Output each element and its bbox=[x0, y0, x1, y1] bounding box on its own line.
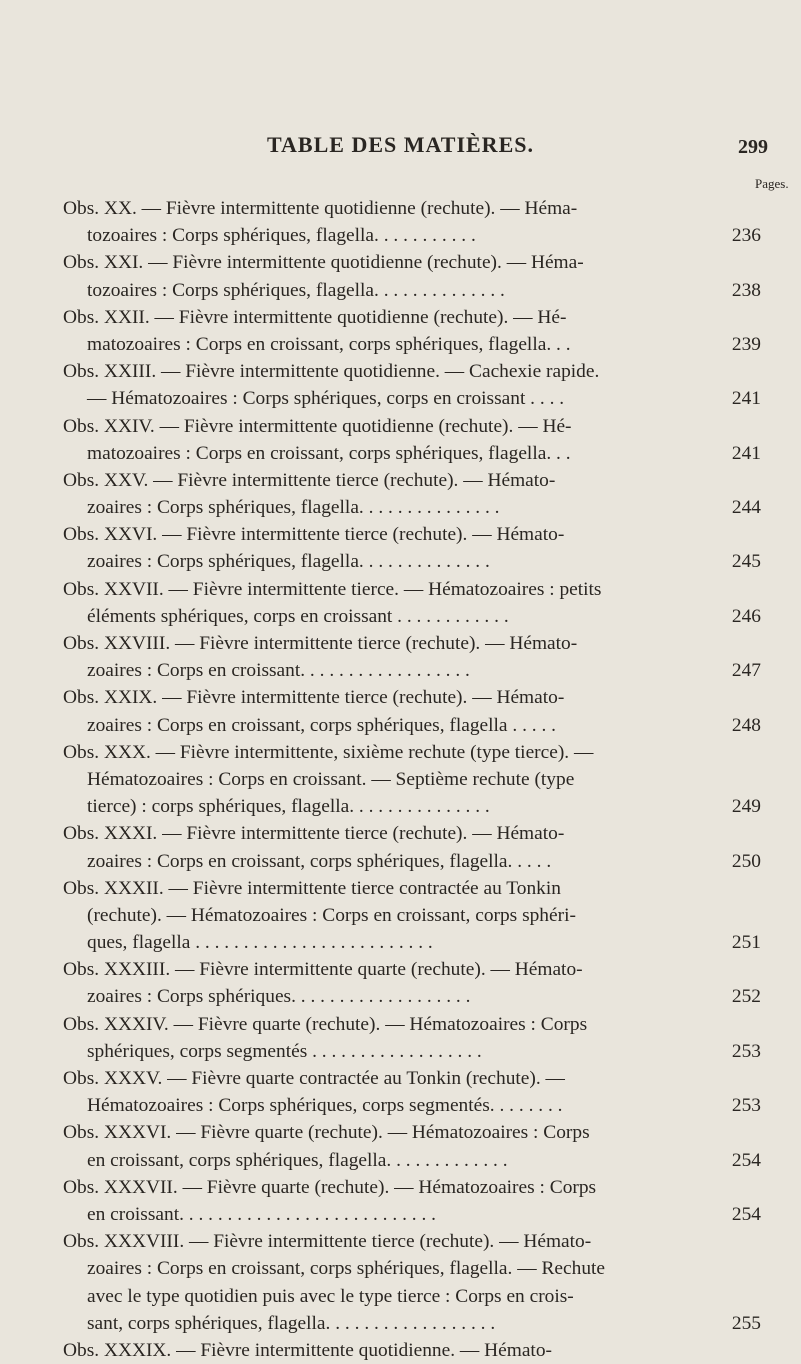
toc-entry-page: 248 bbox=[726, 712, 761, 739]
toc-entry-line: matozoaires : Corps en croissant, corps sphériques, flagella. . . 239 bbox=[63, 331, 761, 358]
toc-entry bbox=[63, 521, 761, 575]
toc-entry bbox=[63, 630, 761, 684]
toc-entry-line: Obs. XXXI. — Fièvre intermittente tierce (rechute). — Hémato- bbox=[63, 823, 565, 845]
toc-entry-line: tierce) : corps sphériques, flagella. . . . . . . . . . . . . . . 249 bbox=[63, 793, 761, 820]
toc-entry-line: Obs. XXIX. — Fièvre intermittente tierce (rechute). — Hémato- bbox=[63, 687, 565, 709]
toc-entry-page: 236 bbox=[726, 222, 761, 249]
toc-entry-line: Obs. XXXVII. — Fièvre quarte (rechute). — Hématozoaires : Corps bbox=[63, 1176, 597, 1198]
toc-entry-page: 241 bbox=[726, 385, 761, 412]
table-of-contents bbox=[63, 195, 761, 1364]
toc-entry-line: Obs. XXVII. — Fièvre intermittente tierce. — Hématozoaires : petits bbox=[63, 578, 602, 600]
toc-entry-line: tozoaires : Corps sphériques, flagella. . . . . . . . . . . 236 bbox=[63, 222, 761, 249]
toc-entry bbox=[63, 195, 761, 249]
toc-entry bbox=[63, 1119, 761, 1173]
toc-entry-line: Obs. XXXVIII. — Fièvre intermittente tierce (rechute). — Hémato- bbox=[63, 1231, 592, 1253]
toc-entry-page: 241 bbox=[726, 440, 761, 467]
toc-entry bbox=[63, 576, 761, 630]
toc-entry-line: Obs. XXV. — Fièvre intermittente tierce (rechute). — Hémato- bbox=[63, 469, 556, 491]
toc-entry-line: Obs. XXXVI. — Fièvre quarte (rechute). — Hématozoaires : Corps bbox=[63, 1122, 590, 1144]
toc-entry-line: (rechute). — Hématozoaires : Corps en croissant, corps sphéri- bbox=[87, 904, 576, 926]
running-header-title: TABLE DES MATIÈRES. bbox=[267, 132, 534, 157]
toc-entry-page: 239 bbox=[726, 331, 761, 358]
toc-entry bbox=[63, 684, 761, 738]
toc-entry-page: 254 bbox=[726, 1147, 761, 1174]
toc-entry bbox=[63, 413, 761, 467]
toc-entry-line: Obs. XXX. — Fièvre intermittente, sixième rechute (type tierce). — bbox=[63, 741, 594, 763]
toc-entry-line: Obs. XXXIII. — Fièvre intermittente quarte (rechute). — Hémato- bbox=[63, 959, 583, 981]
toc-entry-line: Hématozoaires : Corps en croissant. — Septième rechute (type bbox=[87, 768, 575, 790]
toc-entry bbox=[63, 1065, 761, 1119]
toc-entry-line: Obs. XXIII. — Fièvre intermittente quotidienne. — Cachexie rapide. bbox=[63, 361, 600, 383]
toc-entry bbox=[63, 467, 761, 521]
toc-entry bbox=[63, 1174, 761, 1228]
toc-entry-line: éléments sphériques, corps en croissant . . . . . . . . . . . . 246 bbox=[63, 603, 761, 630]
toc-entry-line: sant, corps sphériques, flagella. . . . . . . . . . . . . . . . . . 255 bbox=[63, 1310, 761, 1337]
toc-entry-line: en croissant. . . . . . . . . . . . . . . . . . . . . . . . . . . 254 bbox=[63, 1201, 761, 1228]
toc-entry-page: 249 bbox=[726, 793, 761, 820]
toc-entry bbox=[63, 1228, 761, 1337]
toc-entry-line: Obs. XXXIX. — Fièvre intermittente quotidienne. — Hémato- bbox=[63, 1339, 552, 1361]
toc-entry bbox=[63, 358, 761, 412]
toc-entry bbox=[63, 956, 761, 1010]
toc-entry-page: 253 bbox=[726, 1092, 761, 1119]
toc-entry-page: 244 bbox=[726, 494, 761, 521]
toc-entry bbox=[63, 249, 761, 303]
toc-entry-line: matozoaires : Corps en croissant, corps sphériques, flagella. . . 241 bbox=[63, 440, 761, 467]
toc-entry-line: — Hématozoaires : Corps sphériques, corps en croissant . . . . 241 bbox=[63, 385, 761, 412]
toc-entry-line: Obs. XXI. — Fièvre intermittente quotidienne (rechute). — Héma- bbox=[63, 252, 584, 274]
toc-entry-line: zoaires : Corps sphériques. . . . . . . . . . . . . . . . . . . 252 bbox=[63, 983, 761, 1010]
toc-entry-page: 255 bbox=[726, 1310, 761, 1337]
toc-entry-page: 247 bbox=[726, 657, 761, 684]
toc-entry-line: ques, flagella . . . . . . . . . . . . . . . . . . . . . . . . . 251 bbox=[63, 929, 761, 956]
toc-entry-page: 238 bbox=[726, 277, 761, 304]
toc-entry bbox=[63, 1337, 761, 1364]
toc-entry-page: 250 bbox=[726, 848, 761, 875]
toc-entry-page: 245 bbox=[726, 548, 761, 575]
toc-entry-line: Hématozoaires : Corps sphériques, corps segmentés. . . . . . . . 253 bbox=[63, 1092, 761, 1119]
toc-entry-line: zoaires : Corps sphériques, flagella. . . . . . . . . . . . . . . 244 bbox=[63, 494, 761, 521]
toc-entry-line: zoaires : Corps sphériques, flagella. . . . . . . . . . . . . . 245 bbox=[63, 548, 761, 575]
toc-entry-line: zoaires : Corps en croissant, corps sphériques, flagella. . . . . 250 bbox=[63, 848, 761, 875]
toc-entry bbox=[63, 304, 761, 358]
toc-entry-line: Obs. XXXIV. — Fièvre quarte (rechute). — Hématozoaires : Corps bbox=[63, 1013, 588, 1035]
toc-entry-line: en croissant, corps sphériques, flagella. . . . . . . . . . . . . 254 bbox=[63, 1147, 761, 1174]
toc-entry-line: Obs. XX. — Fièvre intermittente quotidienne (rechute). — Héma- bbox=[63, 198, 578, 219]
toc-entry-line: sphériques, corps segmentés . . . . . . . . . . . . . . . . . . 253 bbox=[63, 1038, 761, 1065]
page-number: 299 bbox=[738, 136, 768, 158]
toc-entry-page: 253 bbox=[726, 1038, 761, 1065]
toc-entry-page: 246 bbox=[726, 603, 761, 630]
toc-entry-line: tozoaires : Corps sphériques, flagella. . . . . . . . . . . . . . 238 bbox=[63, 277, 761, 304]
toc-entry-line: zoaires : Corps en croissant, corps sphériques, flagella . . . . . 248 bbox=[63, 712, 761, 739]
toc-entry-line: Obs. XXII. — Fièvre intermittente quotidienne (rechute). — Hé- bbox=[63, 306, 567, 328]
pages-column-label: Pages. bbox=[755, 176, 789, 191]
toc-entry-line: Obs. XXVI. — Fièvre intermittente tierce (rechute). — Hémato- bbox=[63, 524, 565, 546]
toc-entry-line: Obs. XXIV. — Fièvre intermittente quotidienne (rechute). — Hé- bbox=[63, 415, 572, 437]
toc-entry-line: Obs. XXXII. — Fièvre intermittente tierce contractée au Tonkin bbox=[63, 877, 561, 899]
toc-entry-line: zoaires : Corps en croissant, corps sphériques, flagella. — Rechute bbox=[87, 1258, 606, 1280]
toc-entry-line: avec le type quotidien puis avec le type tierce : Corps en crois- bbox=[87, 1285, 574, 1307]
toc-entry-line: Obs. XXXV. — Fièvre quarte contractée au Tonkin (rechute). — bbox=[63, 1068, 565, 1089]
toc-entry bbox=[63, 875, 761, 957]
toc-entry-line: Obs. XXVIII. — Fièvre intermittente tierce (rechute). — Hémato- bbox=[63, 633, 578, 654]
toc-entry-page: 252 bbox=[726, 983, 761, 1010]
toc-entry-page: 254 bbox=[726, 1201, 761, 1228]
toc-entry bbox=[63, 1011, 761, 1065]
toc-entry bbox=[63, 820, 761, 874]
toc-entry bbox=[63, 739, 761, 821]
toc-entry-line: zoaires : Corps en croissant. . . . . . . . . . . . . . . . . . 247 bbox=[63, 657, 761, 684]
toc-entry-page: 251 bbox=[726, 929, 761, 956]
